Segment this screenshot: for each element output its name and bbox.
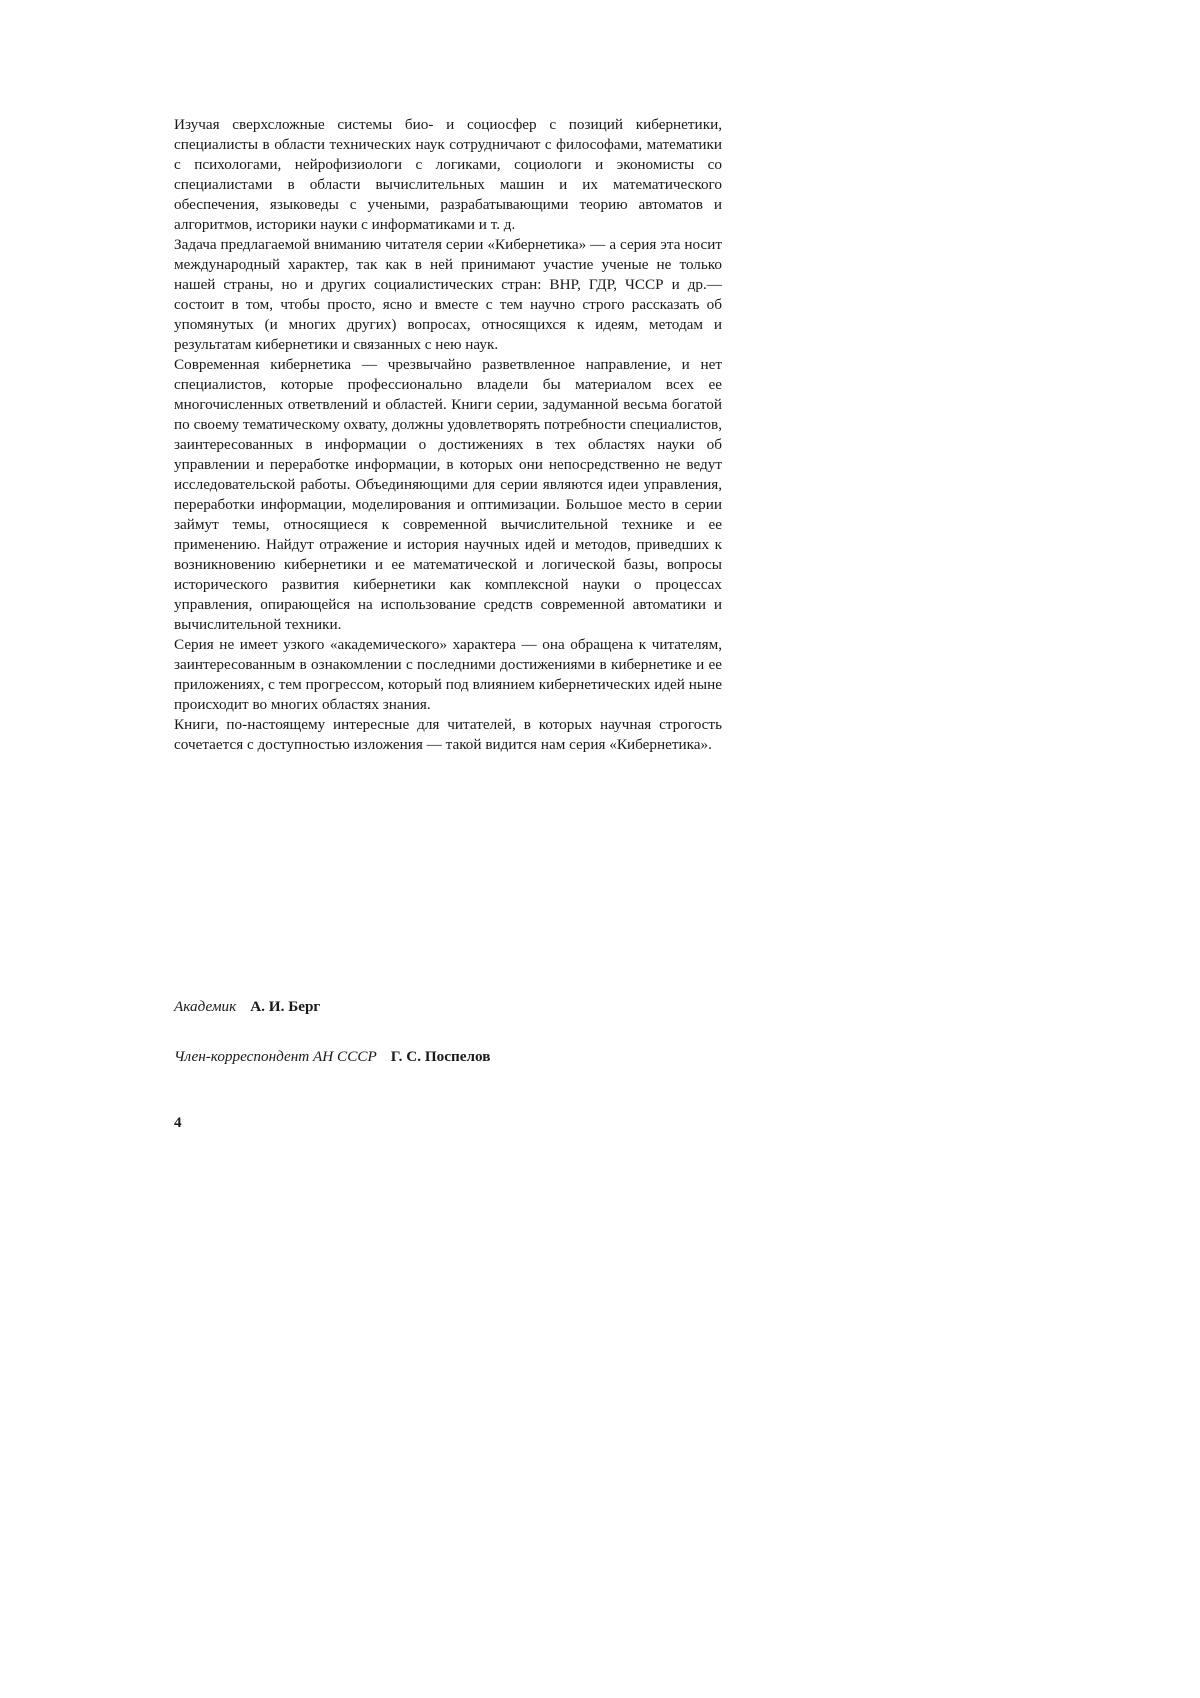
paragraph-1: Изучая сверхсложные системы био- и социосфер с позиций кибернетики, специалисты в области технических наук сотрудничают с философами, математики с психологами, нейрофизиологи с логиками, социологи и экономисты со специалистами в области вычислительных машин и их математического обеспечения, языковеды с учеными, разрабатывающими теорию автоматов и алгоритмов, историки науки с информатиками и т. д. xyxy=(174,116,722,233)
paragraph-5: Книги, по-настоящему интересные для читателей, в которых научная строгость сочетается с доступностью изложения — такой видится нам серия «Кибернетика». xyxy=(174,716,722,753)
paragraph-2: Задача предлагаемой вниманию читателя серии «Кибернетика» — а серия эта носит международный характер, так как в ней принимают участие ученые не только нашей страны, но и других социалистических стран: ВНР, ГДР, ЧССР и др.— состоит в том, чтобы просто, ясно и вместе с тем научно строго рассказать об упомянутых (и многих других) вопросах, относящихся к идеям, методам и результатам кибернетики и связанных с нею наук. xyxy=(174,236,722,353)
signature-1 xyxy=(174,997,774,1017)
body-text xyxy=(174,115,722,755)
signature-title: Член-корреспондент АН СССР xyxy=(174,1048,377,1065)
paragraph-3: Современная кибернетика — чрезвычайно разветвленное направление, и нет специалистов, которые профессионально владели бы материалом всех ее многочисленных ответвлений и областей. Книги серии, задуманной весьма богатой по своему тематическому охвату, должны удовлетворять потребности специалистов, заинтересованных в информации о достижениях в тех областях науки об управлении и переработке информации, в которых они непосредственно не ведут исследовательской работы. Объединяющими для серии являются идеи управления, переработки информации, моделирования и оптимизации. Большое место в серии займут темы, относящиеся к современной вычислительной технике и ее применению. Найдут отражение и история научных идей и методов, приведших к возникновению кибернетики и ее математической и логической базы, вопросы исторического развития кибернетики как комплексной науки о процессах управления, опирающейся на использование средств современной автоматики и вычислительной техники. xyxy=(174,356,722,633)
paragraph-4: Серия не имеет узкого «академического» характера — она обращена к читателям, заинтересованным в ознакомлении с последними достижениями в кибернетике и ее приложениях, с тем прогрессом, который под влиянием кибернетических идей ныне происходит во многих областях знания. xyxy=(174,636,722,713)
page-number: 4 xyxy=(174,1114,182,1131)
signature-name: Г. С. Поспелов xyxy=(390,1048,491,1065)
signatures xyxy=(174,997,774,1067)
signature-title: Академик xyxy=(174,998,237,1015)
signature-2 xyxy=(174,1047,774,1067)
signature-name: А. И. Берг xyxy=(250,998,321,1015)
